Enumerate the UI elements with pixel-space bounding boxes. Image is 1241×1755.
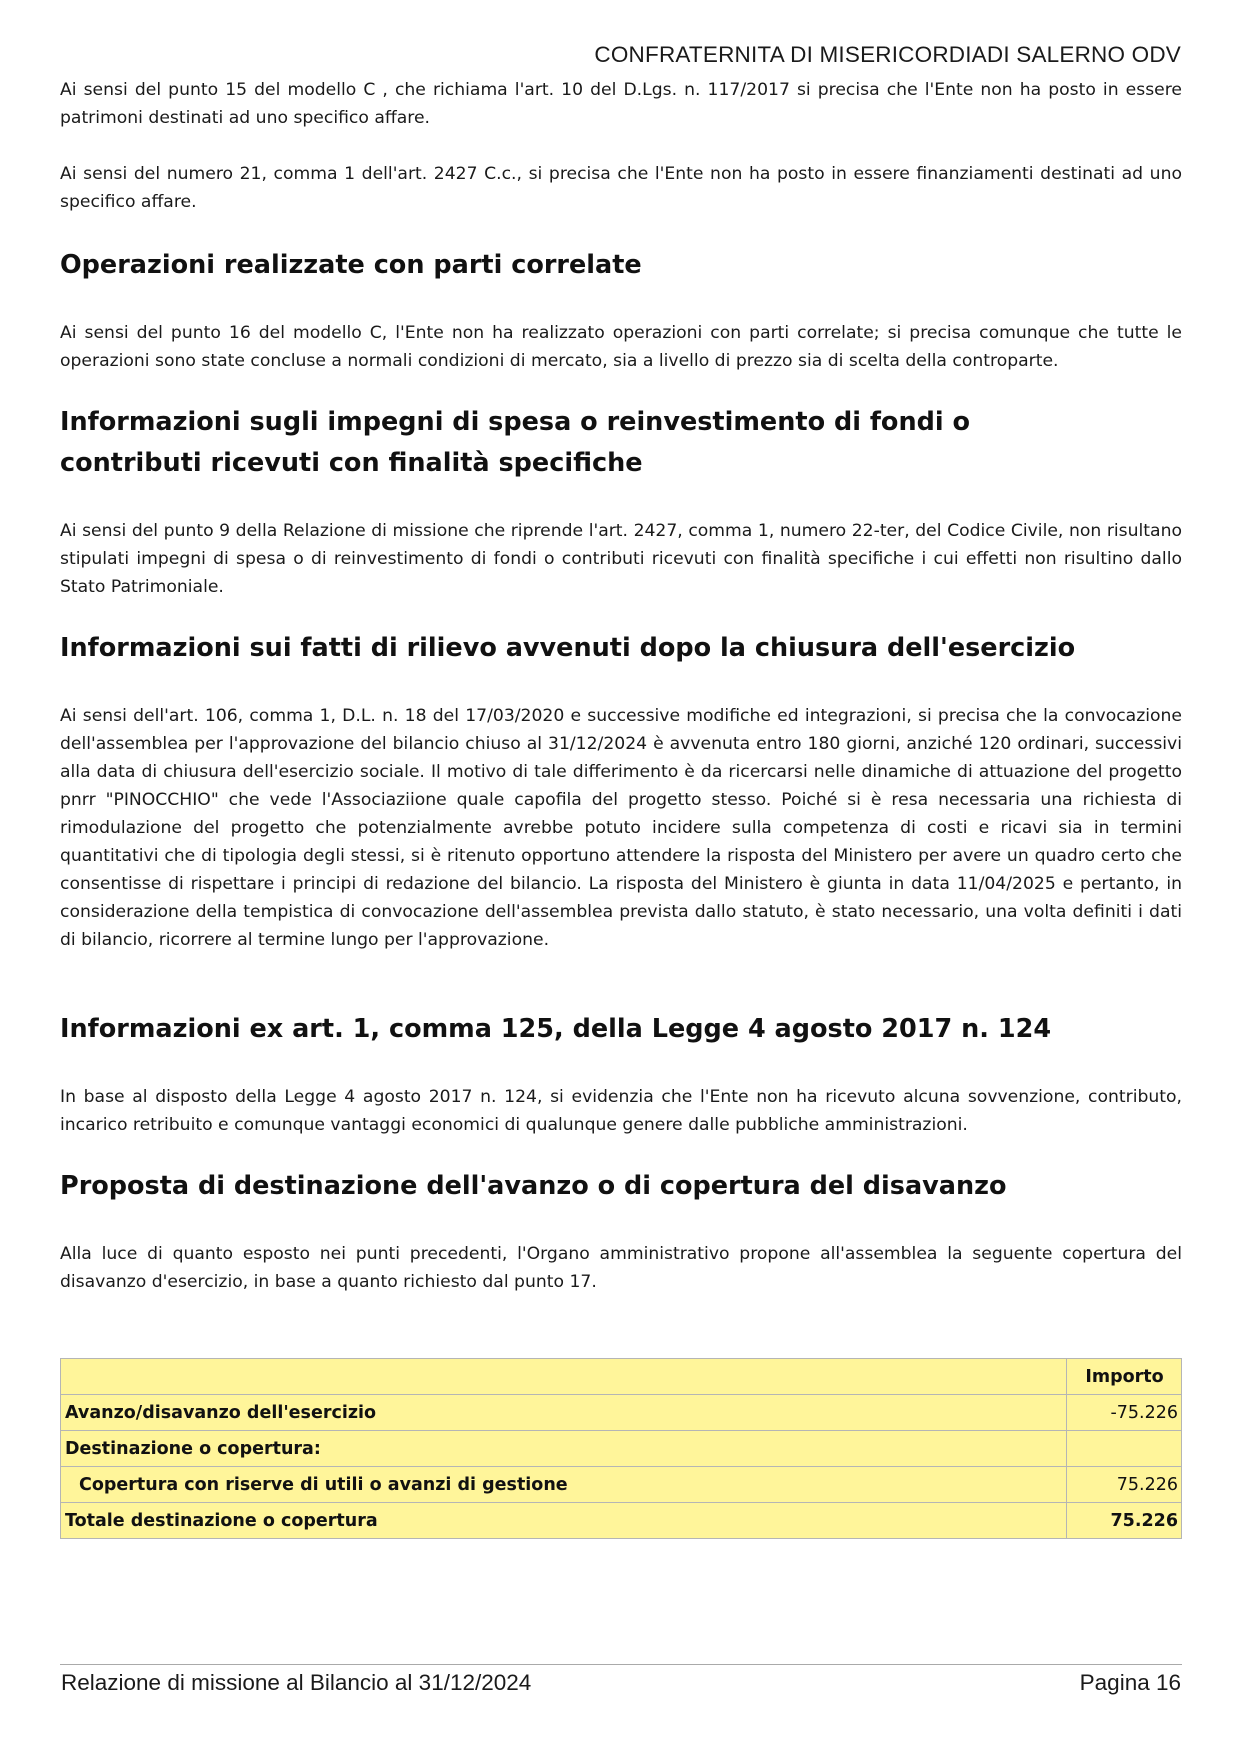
footer-document-title: Relazione di missione al Bilancio al 31/12/2024	[61, 1670, 532, 1695]
section-text-spending-commitments: Ai sensi del punto 9 della Relazione di missione che riprende l'art. 2427, comma 1, numero 22-ter, del Codice Civile, non risultano stipulati impegni di spesa o di reinvestimento di fondi o contributi ricevuti con finalità specifiche i cui effetti non risultino dallo Stato Patrimoniale.	[60, 521, 1182, 597]
row-label-total: Totale destinazione o copertura	[61, 1503, 1067, 1539]
row-value-coverage-reserves: 75.226	[1067, 1467, 1182, 1503]
footer-divider	[60, 1664, 1182, 1665]
footer-page-number: Pagina 16	[1079, 1670, 1181, 1695]
intro-paragraph-2: Ai sensi del numero 21, comma 1 dell'art. 2427 C.c., si precisa che l'Ente non ha posto in essere finanziamenti destinati ad uno specifico affare.	[60, 164, 1182, 212]
document-body	[60, 76, 1182, 1539]
table-row	[61, 1431, 1182, 1467]
section-title-subsequent-events: Informazioni sui fatti di rilievo avvenuti dopo la chiusura dell'esercizio	[60, 633, 1076, 663]
page-header: CONFRATERNITA DI MISERICORDIADI SALERNO ODV	[594, 42, 1181, 67]
table-row	[61, 1503, 1182, 1539]
row-label-destination: Destinazione o copertura:	[61, 1431, 1067, 1467]
section-text-law-124: In base al disposto della Legge 4 agosto 2017 n. 124, si evidenzia che l'Ente non ha ricevuto alcuna sovvenzione, contributo, incarico retribuito e comunque vantaggi economici di qualunque genere dalle pubbliche amministrazioni.	[60, 1087, 1182, 1135]
section-text-subsequent-events: Ai sensi dell'art. 106, comma 1, D.L. n. 18 del 17/03/2020 e successive modifiche ed integrazioni, si precisa che la convocazione dell'assemblea per l'approvazione del bilancio chiuso al 31/12/2024 è avvenuta entro 180 giorni, anziché 120 ordinari, successivi alla data di chiusura dell'esercizio sociale. Il motivo di tale differimento è da ricercarsi nelle dinamiche di attuazione del progetto pnrr "PINOCCHIO" che vede l'Associaziione quale capofila del progetto stesso. Poiché si è resa necessaria una richiesta di rimodulazione del progetto che potenzialmente avrebbe potuto incidere sulla competenza di costi e ricavi sia in termini quantitativi che di tipologia degli stessi, si è ritenuto opportuno attendere la risposta del Ministero per avere un quadro certo che consentisse di rispettare i principi di redazione del bilancio. La risposta del Ministero è giunta in data 11/04/2025 e pertanto, in considerazione della tempistica di convocazione dell'assemblea prevista dallo statuto, è stato necessario, una volta definiti i dati di bilancio, ricorrere al termine lungo per l'approvazione.	[60, 706, 1182, 950]
table-header-empty-cell	[61, 1359, 1067, 1395]
table-header-row	[61, 1359, 1182, 1395]
row-value-destination	[1067, 1431, 1182, 1467]
row-value-total: 75.226	[1067, 1503, 1182, 1539]
section-title-surplus-destination: Proposta di destinazione dell'avanzo o di copertura del disavanzo	[60, 1171, 1007, 1201]
section-text-related-parties: Ai sensi del punto 16 del modello C, l'Ente non ha realizzato operazioni con parti correlate; si precisa comunque che tutte le operazioni sono state concluse a normali condizioni di mercato, sia a livello di prezzo sia di scelta della controparte.	[60, 323, 1182, 371]
row-label-result: Avanzo/disavanzo dell'esercizio	[61, 1395, 1067, 1431]
row-label-coverage-reserves: Copertura con riserve di utili o avanzi di gestione	[61, 1467, 1067, 1503]
section-title-spending-commitments: Informazioni sugli impegni di spesa o reinvestimento di fondi o contributi ricevuti con finalità specifiche	[60, 407, 970, 478]
section-title-law-124: Informazioni ex art. 1, comma 125, della Legge 4 agosto 2017 n. 124	[60, 1014, 1052, 1044]
table-row	[61, 1467, 1182, 1503]
section-text-surplus-destination: Alla luce di quanto esposto nei punti precedenti, l'Organo amministrativo propone all'assemblea la seguente copertura del disavanzo d'esercizio, in base a quanto richiesto dal punto 17.	[60, 1244, 1182, 1292]
table-row	[61, 1395, 1182, 1431]
table-header-amount: Importo	[1067, 1359, 1182, 1395]
row-value-result: -75.226	[1067, 1395, 1182, 1431]
destination-table	[60, 1358, 1182, 1539]
section-title-related-parties: Operazioni realizzate con parti correlate	[60, 250, 642, 280]
intro-paragraph-1: Ai sensi del punto 15 del modello C , che richiama l'art. 10 del D.Lgs. n. 117/2017 si precisa che l'Ente non ha posto in essere patrimoni destinati ad uno specifico affare.	[60, 80, 1182, 128]
